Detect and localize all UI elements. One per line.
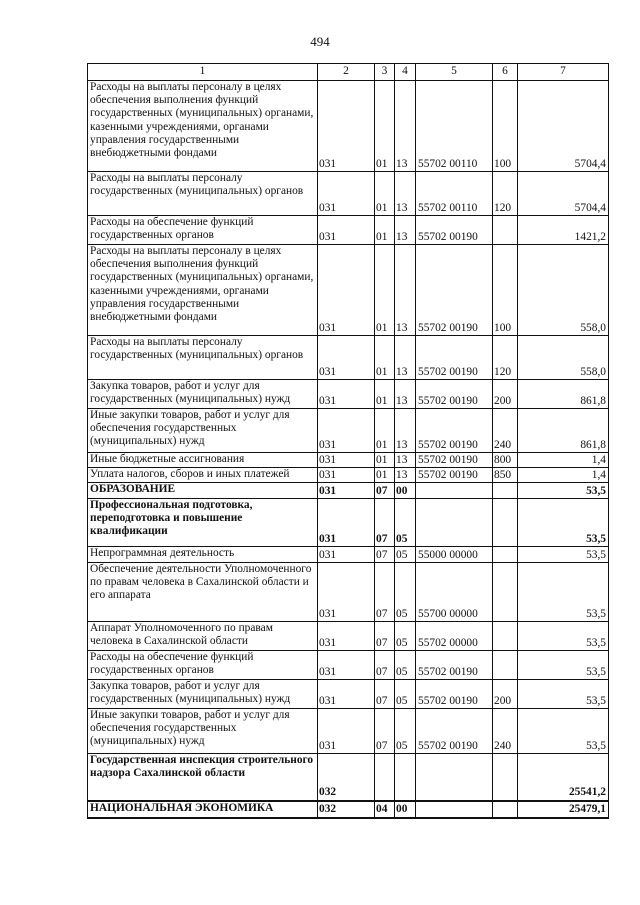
cell-amount: 861,8 — [518, 409, 609, 453]
table-row — [88, 483, 609, 499]
cell-section: 01 — [375, 453, 395, 468]
cell-subsection: 13 — [395, 172, 416, 216]
column-header: 7 — [518, 64, 609, 81]
cell-expense-type: 850 — [493, 468, 518, 483]
cell-section: 07 — [375, 563, 395, 622]
cell-target-article — [416, 499, 493, 547]
cell-subsection: 05 — [395, 709, 416, 754]
table-row — [88, 547, 609, 563]
item-name: Закупка товаров, работ и услуг для государственных (муниципальных) нужд — [88, 380, 318, 409]
cell-amount: 53,5 — [518, 547, 609, 563]
cell-target-article — [416, 483, 493, 499]
table-row — [88, 172, 609, 216]
cell-ministry: 032 — [318, 801, 375, 818]
cell-section: 07 — [375, 680, 395, 709]
cell-expense-type — [493, 651, 518, 680]
cell-target-article: 55702 00190 — [416, 380, 493, 409]
cell-target-article: 55702 00190 — [416, 468, 493, 483]
cell-amount: 1,4 — [518, 453, 609, 468]
cell-expense-type: 100 — [493, 81, 518, 172]
table-row — [88, 216, 609, 245]
item-name: Расходы на выплаты персоналу в целях обеспечения выполнения функций государственных (муниципальных) органами, казенными учреждениями, органами управления государственными внебюджетными фондами — [88, 245, 318, 336]
cell-subsection: 05 — [395, 622, 416, 651]
cell-subsection: 13 — [395, 409, 416, 453]
cell-subsection: 05 — [395, 499, 416, 547]
cell-amount: 1,4 — [518, 468, 609, 483]
cell-expense-type — [493, 563, 518, 622]
cell-subsection: 00 — [395, 801, 416, 818]
item-name: НАЦИОНАЛЬНАЯ ЭКОНОМИКА — [88, 801, 318, 818]
item-name: ОБРАЗОВАНИЕ — [88, 483, 318, 499]
cell-expense-type: 100 — [493, 245, 518, 336]
cell-subsection: 00 — [395, 483, 416, 499]
cell-expense-type — [493, 483, 518, 499]
cell-ministry: 031 — [318, 336, 375, 380]
cell-amount: 558,0 — [518, 336, 609, 380]
cell-amount: 5704,4 — [518, 172, 609, 216]
cell-section: 04 — [375, 801, 395, 818]
cell-target-article: 55702 00190 — [416, 336, 493, 380]
cell-ministry: 031 — [318, 622, 375, 651]
cell-amount: 53,5 — [518, 563, 609, 622]
cell-section: 01 — [375, 336, 395, 380]
cell-expense-type: 800 — [493, 453, 518, 468]
cell-subsection: 05 — [395, 680, 416, 709]
cell-target-article: 55702 00190 — [416, 245, 493, 336]
item-name: Расходы на выплаты персоналу государственных (муниципальных) органов — [88, 336, 318, 380]
cell-expense-type — [493, 754, 518, 801]
cell-ministry: 031 — [318, 81, 375, 172]
cell-amount: 5704,4 — [518, 81, 609, 172]
cell-subsection: 13 — [395, 468, 416, 483]
item-name: Иные бюджетные ассигнования — [88, 453, 318, 468]
column-header: 2 — [318, 64, 375, 81]
column-header: 5 — [416, 64, 493, 81]
item-name: Расходы на обеспечение функций государственных органов — [88, 651, 318, 680]
cell-expense-type — [493, 622, 518, 651]
cell-subsection: 05 — [395, 651, 416, 680]
cell-section: 01 — [375, 409, 395, 453]
item-name: Уплата налогов, сборов и иных платежей — [88, 468, 318, 483]
cell-target-article: 55702 00190 — [416, 651, 493, 680]
column-header: 4 — [395, 64, 416, 81]
table-row — [88, 409, 609, 453]
cell-subsection: 13 — [395, 216, 416, 245]
cell-section: 07 — [375, 622, 395, 651]
cell-target-article: 55000 00000 — [416, 547, 493, 563]
table-row — [88, 453, 609, 468]
cell-section — [375, 754, 395, 801]
cell-target-article: 55702 00110 — [416, 172, 493, 216]
cell-expense-type: 240 — [493, 709, 518, 754]
item-name: Расходы на выплаты персоналу государственных (муниципальных) органов — [88, 172, 318, 216]
table-row — [88, 81, 609, 172]
cell-target-article: 55702 00000 — [416, 622, 493, 651]
cell-ministry: 031 — [318, 172, 375, 216]
cell-target-article: 55702 00190 — [416, 680, 493, 709]
item-name: Закупка товаров, работ и услуг для государственных (муниципальных) нужд — [88, 680, 318, 709]
table-row — [88, 499, 609, 547]
item-name: Обеспечение деятельности Уполномоченного по правам человека в Сахалинской области и его аппарата — [88, 563, 318, 622]
cell-section: 07 — [375, 547, 395, 563]
cell-amount: 53,5 — [518, 680, 609, 709]
item-name: Государственная инспекция строительного надзора Сахалинской области — [88, 754, 318, 801]
cell-target-article: 55702 00190 — [416, 409, 493, 453]
table-row — [88, 754, 609, 801]
item-name: Иные закупки товаров, работ и услуг для обеспечения государственных (муниципальных) нужд — [88, 409, 318, 453]
cell-expense-type: 200 — [493, 380, 518, 409]
item-name: Непрограммная деятельность — [88, 547, 318, 563]
item-name: Профессиональная подготовка, переподготовка и повышение квалификации — [88, 499, 318, 547]
cell-ministry: 031 — [318, 547, 375, 563]
cell-expense-type: 240 — [493, 409, 518, 453]
cell-section: 01 — [375, 81, 395, 172]
cell-amount: 25541,2 — [518, 754, 609, 801]
cell-ministry: 031 — [318, 499, 375, 547]
cell-ministry: 031 — [318, 483, 375, 499]
cell-amount: 861,8 — [518, 380, 609, 409]
cell-expense-type — [493, 499, 518, 547]
page-number: 494 — [310, 34, 330, 49]
cell-ministry: 031 — [318, 468, 375, 483]
cell-section: 01 — [375, 172, 395, 216]
cell-subsection: 13 — [395, 453, 416, 468]
cell-ministry: 031 — [318, 216, 375, 245]
column-header: 6 — [493, 64, 518, 81]
cell-ministry: 031 — [318, 709, 375, 754]
cell-target-article: 55702 00190 — [416, 453, 493, 468]
cell-section: 07 — [375, 483, 395, 499]
cell-amount: 53,5 — [518, 622, 609, 651]
cell-expense-type — [493, 216, 518, 245]
cell-target-article — [416, 754, 493, 801]
column-number-row — [88, 64, 609, 81]
cell-subsection — [395, 754, 416, 801]
cell-ministry: 031 — [318, 453, 375, 468]
cell-subsection: 05 — [395, 563, 416, 622]
cell-ministry: 031 — [318, 563, 375, 622]
table-row — [88, 801, 609, 818]
table-row — [88, 563, 609, 622]
cell-section: 07 — [375, 499, 395, 547]
cell-amount: 53,5 — [518, 499, 609, 547]
cell-amount: 53,5 — [518, 651, 609, 680]
cell-section: 01 — [375, 468, 395, 483]
budget-table — [87, 63, 609, 819]
cell-target-article — [416, 801, 493, 818]
table-row — [88, 622, 609, 651]
cell-subsection: 13 — [395, 245, 416, 336]
cell-subsection: 13 — [395, 336, 416, 380]
cell-amount: 25479,1 — [518, 801, 609, 818]
table-row — [88, 468, 609, 483]
cell-subsection: 13 — [395, 380, 416, 409]
item-name: Расходы на выплаты персоналу в целях обеспечения выполнения функций государственных (муниципальных) органами, казенными учреждениями, органами управления государственными внебюджетными фондами — [88, 81, 318, 172]
cell-expense-type: 120 — [493, 172, 518, 216]
cell-expense-type: 200 — [493, 680, 518, 709]
item-name: Аппарат Уполномоченного по правам человека в Сахалинской области — [88, 622, 318, 651]
table-row — [88, 245, 609, 336]
item-name: Расходы на обеспечение функций государственных органов — [88, 216, 318, 245]
cell-section: 01 — [375, 245, 395, 336]
cell-subsection: 13 — [395, 81, 416, 172]
cell-expense-type — [493, 547, 518, 563]
item-name: Иные закупки товаров, работ и услуг для обеспечения государственных (муниципальных) нужд — [88, 709, 318, 754]
table-row — [88, 380, 609, 409]
cell-target-article: 55700 00000 — [416, 563, 493, 622]
cell-expense-type: 120 — [493, 336, 518, 380]
column-header: 3 — [375, 64, 395, 81]
cell-target-article: 55702 00190 — [416, 216, 493, 245]
cell-section: 01 — [375, 380, 395, 409]
cell-amount: 558,0 — [518, 245, 609, 336]
cell-target-article: 55702 00110 — [416, 81, 493, 172]
cell-section: 07 — [375, 709, 395, 754]
cell-subsection: 05 — [395, 547, 416, 563]
cell-target-article: 55702 00190 — [416, 709, 493, 754]
column-header: 1 — [88, 64, 318, 81]
cell-amount: 53,5 — [518, 709, 609, 754]
cell-amount: 1421,2 — [518, 216, 609, 245]
cell-ministry: 031 — [318, 680, 375, 709]
table-row — [88, 709, 609, 754]
cell-section: 07 — [375, 651, 395, 680]
cell-section: 01 — [375, 216, 395, 245]
cell-ministry: 031 — [318, 380, 375, 409]
cell-ministry: 031 — [318, 409, 375, 453]
cell-ministry: 031 — [318, 245, 375, 336]
cell-ministry: 032 — [318, 754, 375, 801]
cell-amount: 53,5 — [518, 483, 609, 499]
table-row — [88, 336, 609, 380]
cell-ministry: 031 — [318, 651, 375, 680]
table-row — [88, 651, 609, 680]
cell-expense-type — [493, 801, 518, 818]
table-row — [88, 680, 609, 709]
